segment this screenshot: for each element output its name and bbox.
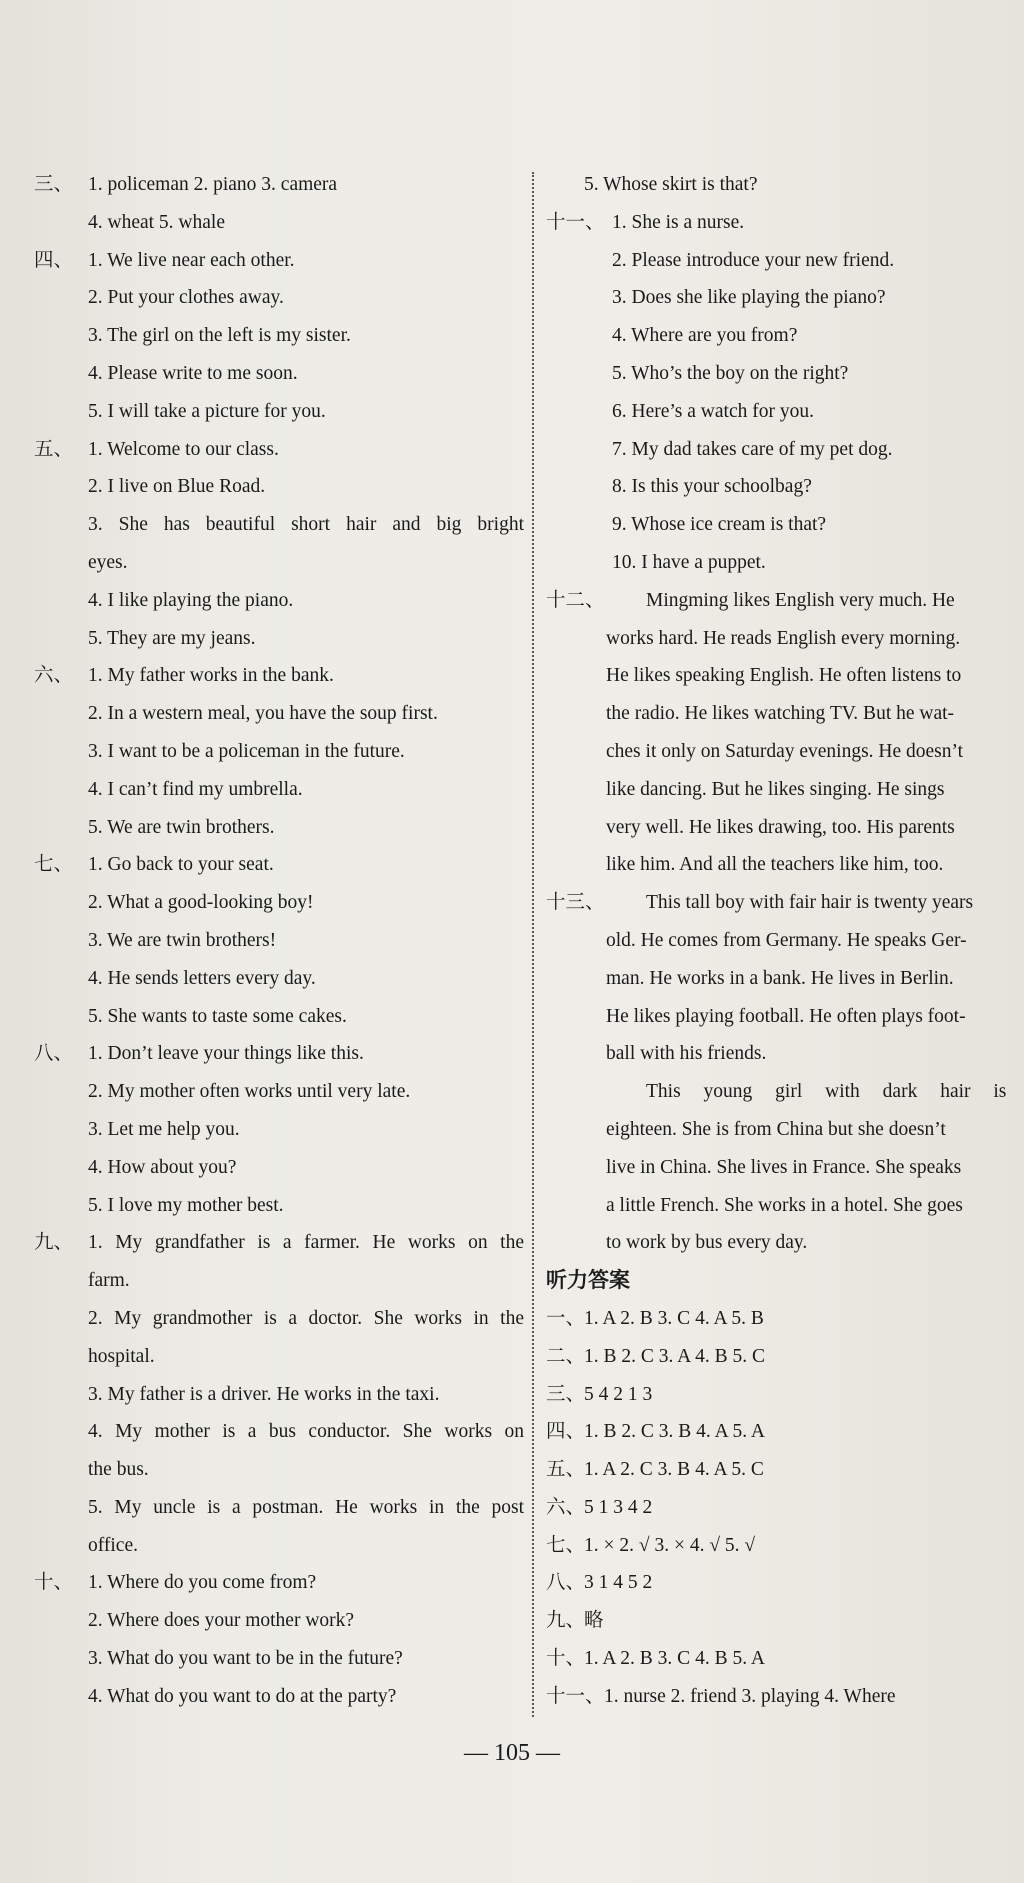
section-9: 九、 1. My grandfather is a farmer. He works on the: [34, 1232, 524, 1254]
list-item: 4. Where are you from?: [612, 325, 798, 347]
list-item: 5. My uncle is a postman. He works in the post: [88, 1496, 524, 1518]
list-item: 2. I live on Blue Road.: [88, 476, 266, 498]
listening-row: 一、 1. A 2. B 3. C 4. A 5. B: [546, 1307, 764, 1329]
section-10: 十、 1. Where do you come from?: [34, 1572, 317, 1594]
list-item: 3. Does she like playing the piano?: [612, 287, 886, 309]
list-item: eyes.: [88, 551, 128, 573]
section-11: 十一、 1. She is a nurse.: [546, 211, 745, 233]
paragraph-line: This young girl with dark hair is: [646, 1081, 1007, 1103]
paragraph-line: to work by bus every day.: [606, 1232, 808, 1254]
paragraph-line: like him. And all the teachers like him, too.: [606, 854, 944, 876]
paragraph-line: the radio. He likes watching TV. But he wat-: [606, 703, 955, 725]
paragraph-line: very well. He likes drawing, too. His parents: [606, 816, 955, 838]
paragraph-line: man. He works in a bank. He lives in Berlin.: [606, 967, 954, 989]
list-item: 2. Put your clothes away.: [88, 287, 284, 309]
listening-answers-heading: 听力答案: [546, 1268, 630, 1293]
section-12: 十二、 Mingming likes English very much. He: [546, 589, 955, 611]
list-item: 2. Where does your mother work?: [88, 1610, 355, 1632]
list-item: 4. He sends letters every day.: [88, 967, 316, 989]
list-item: 2. What a good-looking boy!: [88, 892, 314, 914]
list-item: 5. She wants to taste some cakes.: [88, 1005, 347, 1027]
paragraph-line: ches it only on Saturday evenings. He doesn’t: [606, 740, 964, 762]
list-item: 4. Please write to me soon.: [88, 362, 298, 384]
list-item: farm.: [88, 1270, 130, 1292]
listening-row: 七、 1. × 2. √ 3. × 4. √ 5. √: [546, 1534, 756, 1556]
list-item: 5. Whose skirt is that?: [584, 174, 758, 195]
listening-row: 十、 1. A 2. B 3. C 4. B 5. A: [546, 1648, 765, 1670]
list-item: 2. My mother often works until very late.: [88, 1081, 411, 1103]
column-divider: [532, 172, 534, 1717]
left-column: [34, 166, 524, 1716]
list-item: 4. How about you?: [88, 1156, 237, 1178]
list-item: 6. Here’s a watch for you.: [612, 400, 814, 422]
list-item: 4. I like playing the piano.: [88, 589, 294, 611]
listening-row: 十一、 1. nurse 2. friend 3. playing 4. Where: [546, 1685, 896, 1707]
list-item: 4. What do you want to do at the party?: [88, 1685, 397, 1707]
section-5: 五、 1. Welcome to our class.: [34, 438, 279, 460]
list-item: 4. My mother is a bus conductor. She works on: [88, 1421, 524, 1443]
list-item: 3. We are twin brothers!: [88, 929, 277, 951]
section-6: 六、 1. My father works in the bank.: [34, 665, 334, 687]
list-item: 2. My grandmother is a doctor. She works in the: [88, 1307, 524, 1329]
list-item: 5. I love my mother best.: [88, 1194, 284, 1216]
list-item: 8. Is this your schoolbag?: [612, 476, 812, 498]
paragraph-line: ball with his friends.: [606, 1043, 767, 1065]
list-item: 5. Who’s the boy on the right?: [612, 362, 849, 384]
paragraph-line: works hard. He reads English every morning.: [606, 627, 961, 649]
section-13: 十三、 This tall boy with fair hair is twenty years: [546, 892, 974, 914]
paragraph-line: a little French. She works in a hotel. She goes: [606, 1194, 963, 1216]
list-item: 9. Whose ice cream is that?: [612, 514, 827, 536]
list-item: office.: [88, 1534, 138, 1556]
listening-row: 五、 1. A 2. C 3. B 4. A 5. C: [546, 1459, 764, 1481]
paragraph-line: He likes playing football. He often plays foot-: [606, 1005, 966, 1027]
page-number: — 105 —: [464, 1740, 560, 1766]
list-item: 4. wheat 5. whale: [88, 211, 225, 233]
paragraph-line: He likes speaking English. He often listens to: [606, 665, 962, 687]
paragraph-line: like dancing. But he likes singing. He sings: [606, 778, 945, 800]
right-column: [546, 166, 1024, 1716]
listening-row: 四、 1. B 2. C 3. B 4. A 5. A: [546, 1421, 765, 1443]
listening-row: 三、 5 4 2 1 3: [546, 1383, 653, 1405]
section-3: 三、 1. policeman 2. piano 3. camera: [34, 174, 338, 195]
paragraph-line: old. He comes from Germany. He speaks Ger-: [606, 929, 967, 951]
listening-row: 八、 3 1 4 5 2: [546, 1572, 653, 1594]
list-item: 3. The girl on the left is my sister.: [88, 325, 351, 347]
list-item: 5. They are my jeans.: [88, 627, 256, 649]
paragraph-line: live in China. She lives in France. She speaks: [606, 1156, 962, 1178]
list-item: 3. I want to be a policeman in the future.: [88, 740, 405, 762]
list-item: 5. We are twin brothers.: [88, 816, 275, 838]
list-item: 3. Let me help you.: [88, 1118, 240, 1140]
section-4: 四、 1. We live near each other.: [34, 249, 295, 271]
list-item: 10. I have a puppet.: [612, 551, 766, 573]
listening-row: 六、 5 1 3 4 2: [546, 1496, 653, 1518]
section-8: 八、 1. Don’t leave your things like this.: [34, 1043, 364, 1065]
list-item: hospital.: [88, 1345, 155, 1367]
list-item: 3. She has beautiful short hair and big bright: [88, 514, 524, 536]
list-item: 7. My dad takes care of my pet dog.: [612, 438, 893, 460]
list-item: 3. What do you want to be in the future?: [88, 1648, 403, 1670]
paragraph-line: eighteen. She is from China but she doesn’t: [606, 1118, 946, 1140]
list-item: 4. I can’t find my umbrella.: [88, 778, 303, 800]
list-item: 5. I will take a picture for you.: [88, 400, 326, 422]
listening-row: 九、 略: [546, 1610, 604, 1632]
section-7: 七、 1. Go back to your seat.: [34, 854, 274, 876]
list-item: 2. Please introduce your new friend.: [612, 249, 895, 271]
list-item: the bus.: [88, 1459, 149, 1481]
list-item: 2. In a western meal, you have the soup first.: [88, 703, 438, 725]
listening-row: 二、 1. B 2. C 3. A 4. B 5. C: [546, 1345, 765, 1367]
list-item: 3. My father is a driver. He works in the taxi.: [88, 1383, 440, 1405]
